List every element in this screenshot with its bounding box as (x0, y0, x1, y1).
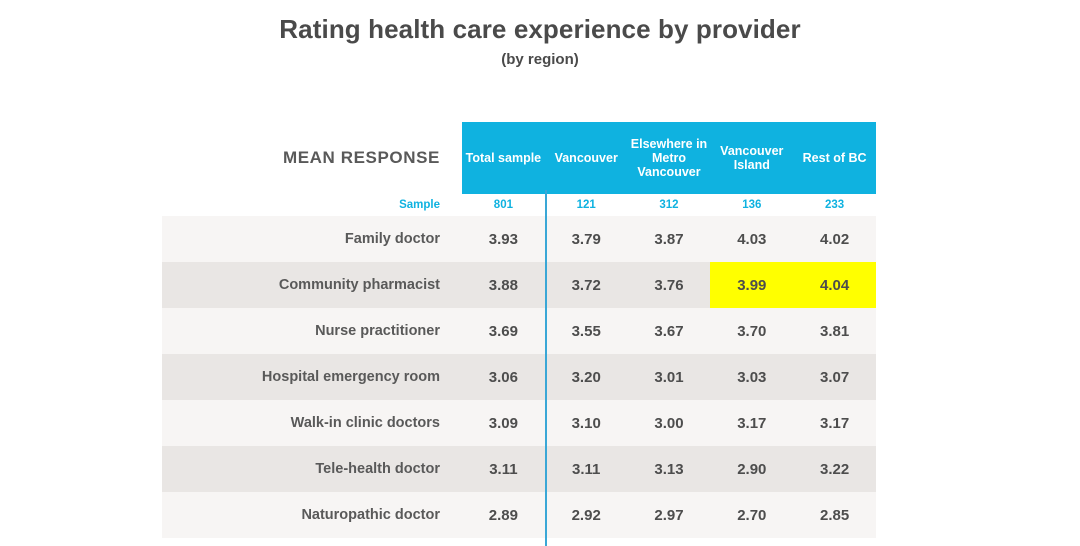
row-label: Tele-health doctor (162, 446, 462, 492)
table-row (162, 446, 876, 492)
cell-value: 3.81 (793, 308, 876, 354)
cell-value: 3.93 (462, 216, 545, 262)
cell-value-highlighted: 4.04 (793, 262, 876, 308)
sample-size-row (162, 194, 876, 216)
table-header-row (162, 122, 876, 194)
column-header-elsewhere-metro-vancouver: Elsewhere in Metro Vancouver (628, 122, 711, 194)
row-label: Family doctor (162, 216, 462, 262)
cell-value: 3.70 (710, 308, 793, 354)
sample-size-elsewhere: 312 (628, 194, 711, 216)
data-table-wrapper (162, 122, 876, 538)
row-label: Walk-in clinic doctors (162, 400, 462, 446)
cell-value: 4.02 (793, 216, 876, 262)
cell-value: 2.90 (710, 446, 793, 492)
cell-value: 3.79 (545, 216, 628, 262)
cell-value: 3.17 (793, 400, 876, 446)
cell-value: 2.85 (793, 492, 876, 538)
page-subtitle: (by region) (501, 51, 579, 68)
sample-size-island: 136 (710, 194, 793, 216)
cell-value: 3.06 (462, 354, 545, 400)
title-block (0, 0, 1080, 68)
cell-value: 3.09 (462, 400, 545, 446)
cell-value: 2.92 (545, 492, 628, 538)
sample-size-vancouver: 121 (545, 194, 628, 216)
cell-value: 3.72 (545, 262, 628, 308)
cell-value: 4.03 (710, 216, 793, 262)
table-row (162, 262, 876, 308)
table-row (162, 400, 876, 446)
column-divider-line (545, 190, 547, 546)
cell-value: 2.97 (628, 492, 711, 538)
cell-value: 3.22 (793, 446, 876, 492)
sample-size-total: 801 (462, 194, 545, 216)
cell-value: 3.67 (628, 308, 711, 354)
column-header-vancouver-island: Vancouver Island (710, 122, 793, 194)
table-row (162, 216, 876, 262)
column-header-total-sample: Total sample (462, 122, 545, 194)
cell-value: 3.03 (710, 354, 793, 400)
page-title: Rating health care experience by provider (279, 14, 801, 44)
cell-value: 2.70 (710, 492, 793, 538)
table-row (162, 308, 876, 354)
cell-value: 3.07 (793, 354, 876, 400)
cell-value: 3.01 (628, 354, 711, 400)
table-corner-label: MEAN RESPONSE (162, 122, 462, 194)
cell-value: 3.69 (462, 308, 545, 354)
cell-value: 3.17 (710, 400, 793, 446)
cell-value: 2.89 (462, 492, 545, 538)
row-label: Nurse practitioner (162, 308, 462, 354)
table-row (162, 492, 876, 538)
cell-value: 3.13 (628, 446, 711, 492)
cell-value: 3.76 (628, 262, 711, 308)
mean-response-table (162, 122, 876, 538)
cell-value: 3.88 (462, 262, 545, 308)
column-header-vancouver: Vancouver (545, 122, 628, 194)
cell-value: 3.55 (545, 308, 628, 354)
cell-value: 3.87 (628, 216, 711, 262)
cell-value: 3.11 (462, 446, 545, 492)
column-header-rest-of-bc: Rest of BC (793, 122, 876, 194)
cell-value: 3.20 (545, 354, 628, 400)
cell-value: 3.11 (545, 446, 628, 492)
sample-size-label: Sample (162, 194, 462, 216)
row-label: Community pharmacist (162, 262, 462, 308)
cell-value-highlighted: 3.99 (710, 262, 793, 308)
row-label: Naturopathic doctor (162, 492, 462, 538)
row-label: Hospital emergency room (162, 354, 462, 400)
cell-value: 3.10 (545, 400, 628, 446)
cell-value: 3.00 (628, 400, 711, 446)
sample-size-rest-of-bc: 233 (793, 194, 876, 216)
table-row (162, 354, 876, 400)
